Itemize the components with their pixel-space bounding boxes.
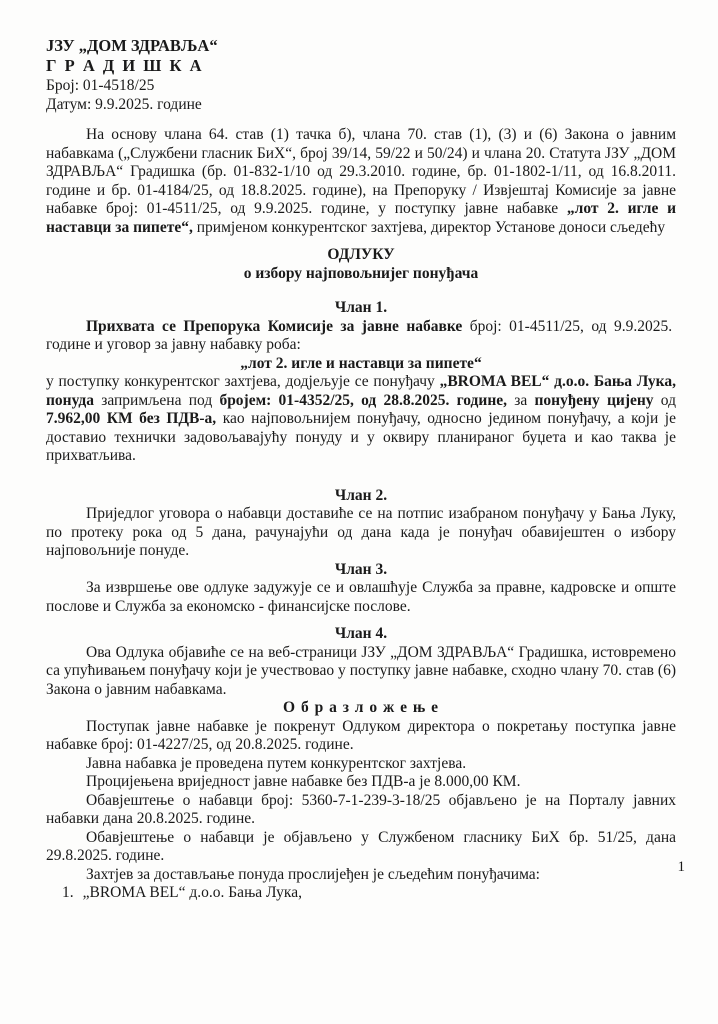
rationale-heading: О б р а з л о ж е њ е <box>283 699 439 716</box>
intro-lot-bold: „лот 2. игле и наставци за пипете“, <box>46 200 677 236</box>
article-2-heading: Члан 2. <box>334 486 388 504</box>
offeror-list-item <box>46 884 676 903</box>
a1p2-bold4: 7.962,00 КМ без ПДВ-а, <box>46 410 217 427</box>
rationale-paragraph-1: Поступак јавне набавке је покренут Одлуком директора о покретању поступка јавне набавке број: 01-4227/25, од 20.8.2025. године. <box>46 717 676 753</box>
org-name: ЈЗУ „ДОМ ЗДРАВЉА“ <box>46 36 218 55</box>
article-3-heading: Члан 3. <box>334 560 388 578</box>
a1p2-bold2: бројем: 01-4352/25, од 28.8.2025. године, <box>219 391 508 409</box>
intro-text-after: примјеном конкурентског захтјева, директор Установе доноси сљедећу <box>192 218 666 236</box>
rationale-paragraph-3: Процијењена вриједност јавне набавке без ПДВ-а је 8.000,00 КМ. <box>86 773 521 790</box>
letterhead <box>46 36 676 114</box>
a1p2-run3: за <box>507 391 535 409</box>
intro-text-before: На основу члана 64. став (1) тачка б), члана 70. став (1), (3) и (6) Закона о јавним набавкама („Службени гласник БиХ“, број 39/14, 59/22 и 50/24) и члана 20. Статута ЈЗУ „ДОМ ЗДРАВЉА“ Градишка (бр. 01-832-1/10 од 29.3.2010. године, бр. 01-1802-1/11, од 16.8.2011. године и бр. 01-4184/25, од 18.8.2025. године), на Препоруку / Извјештај Комисије за јавне набавке број: 01-4511/25, од 9.9.2025. године, у поступку јавне набавке <box>46 126 676 217</box>
doc-date: Датум: 9.9.2025. године <box>46 96 202 113</box>
lot-title: „лот 2. игле и наставци за пипете“ <box>240 354 482 372</box>
a1p2-run2: запримљена под <box>93 391 220 409</box>
article-1-rest: број: 01-4511/25, од 9.9.2025. године и уговор за јавну набавку роба: <box>46 317 676 353</box>
rationale-paragraph-2: Јавна набавка је проведена путем конкурентског захтјева. <box>86 754 467 772</box>
offeror-number: 1. <box>62 884 74 901</box>
decision-subtitle: о избору најповољнијег понуђача <box>243 265 479 282</box>
a1p2-bold3: понуђену цијену <box>534 391 654 409</box>
rationale-paragraph-6: Захтјев за достављање понуда прослијеђен је сљедећим понуђачима: <box>86 865 540 883</box>
article-2-paragraph: Приједлог уговора о набавци доставиће се на потпис изабраном понуђачу у Бања Луку, по протеку рока од 5 дана, рачунајући од дана када је понуђач обавијештен о избору најповољније понуде. <box>46 505 676 559</box>
article-3-paragraph: За извршење ове одлуке задужује се и овлашћује Служба за правне, кадровске и опште послове и Служба за економско - финансијске послове. <box>46 579 676 615</box>
intro-paragraph <box>46 126 676 237</box>
a1p2-bold1: „BROMA BEL“ д.о.о. Бања Лука, понуда <box>46 373 676 409</box>
article-1-heading: Члан 1. <box>334 299 388 316</box>
article-1-paragraph-2 <box>46 373 676 466</box>
rationale-paragraph-5: Обавјештење о набавци је објављено у Службеном гласнику БиХ бр. 51/25, дана 29.8.2025. године. <box>46 828 676 864</box>
article-1-bold-lead: Прихвата се Препорука Комисије за јавне набавке <box>86 317 463 335</box>
a1p2-run5: као најповољнијем понуђачу, односно једином понуђачу, а који је доставио технички задовољавајућу понуду и у оквиру планираног буџета и као таква је прихватљива. <box>46 410 676 464</box>
a1p2-run1: у поступку конкурентског захтјева, додјељује се понуђачу <box>46 373 440 390</box>
article-4-heading: Члан 4. <box>334 625 388 642</box>
doc-number: Број: 01-4518/25 <box>46 77 155 94</box>
decision-title: ОДЛУКУ <box>327 246 395 263</box>
org-city: Г Р А Д И Ш К А <box>46 56 204 75</box>
article-1-paragraph-1 <box>46 318 676 355</box>
a1p2-run4: од <box>653 391 676 409</box>
offeror-name: „BROMA BEL“ д.о.о. Бања Лука, <box>82 884 302 901</box>
article-4-paragraph: Ова Одлука објавиће се на веб-страници ЈЗУ „ДОМ ЗДРАВЉА“ Градишка, истовремено са упућивањем понуђачу који је учествовао у поступку јавне набавке, сходно члану 70. став (6) Закона о јавним набавкама. <box>46 643 676 698</box>
page-number: 1 <box>677 859 685 875</box>
rationale-paragraph-4: Обавјештење о набавци број: 5360-7-1-239-3-18/25 објављено је на Порталу јавних набавки дана 20.8.2025. године. <box>46 791 676 827</box>
